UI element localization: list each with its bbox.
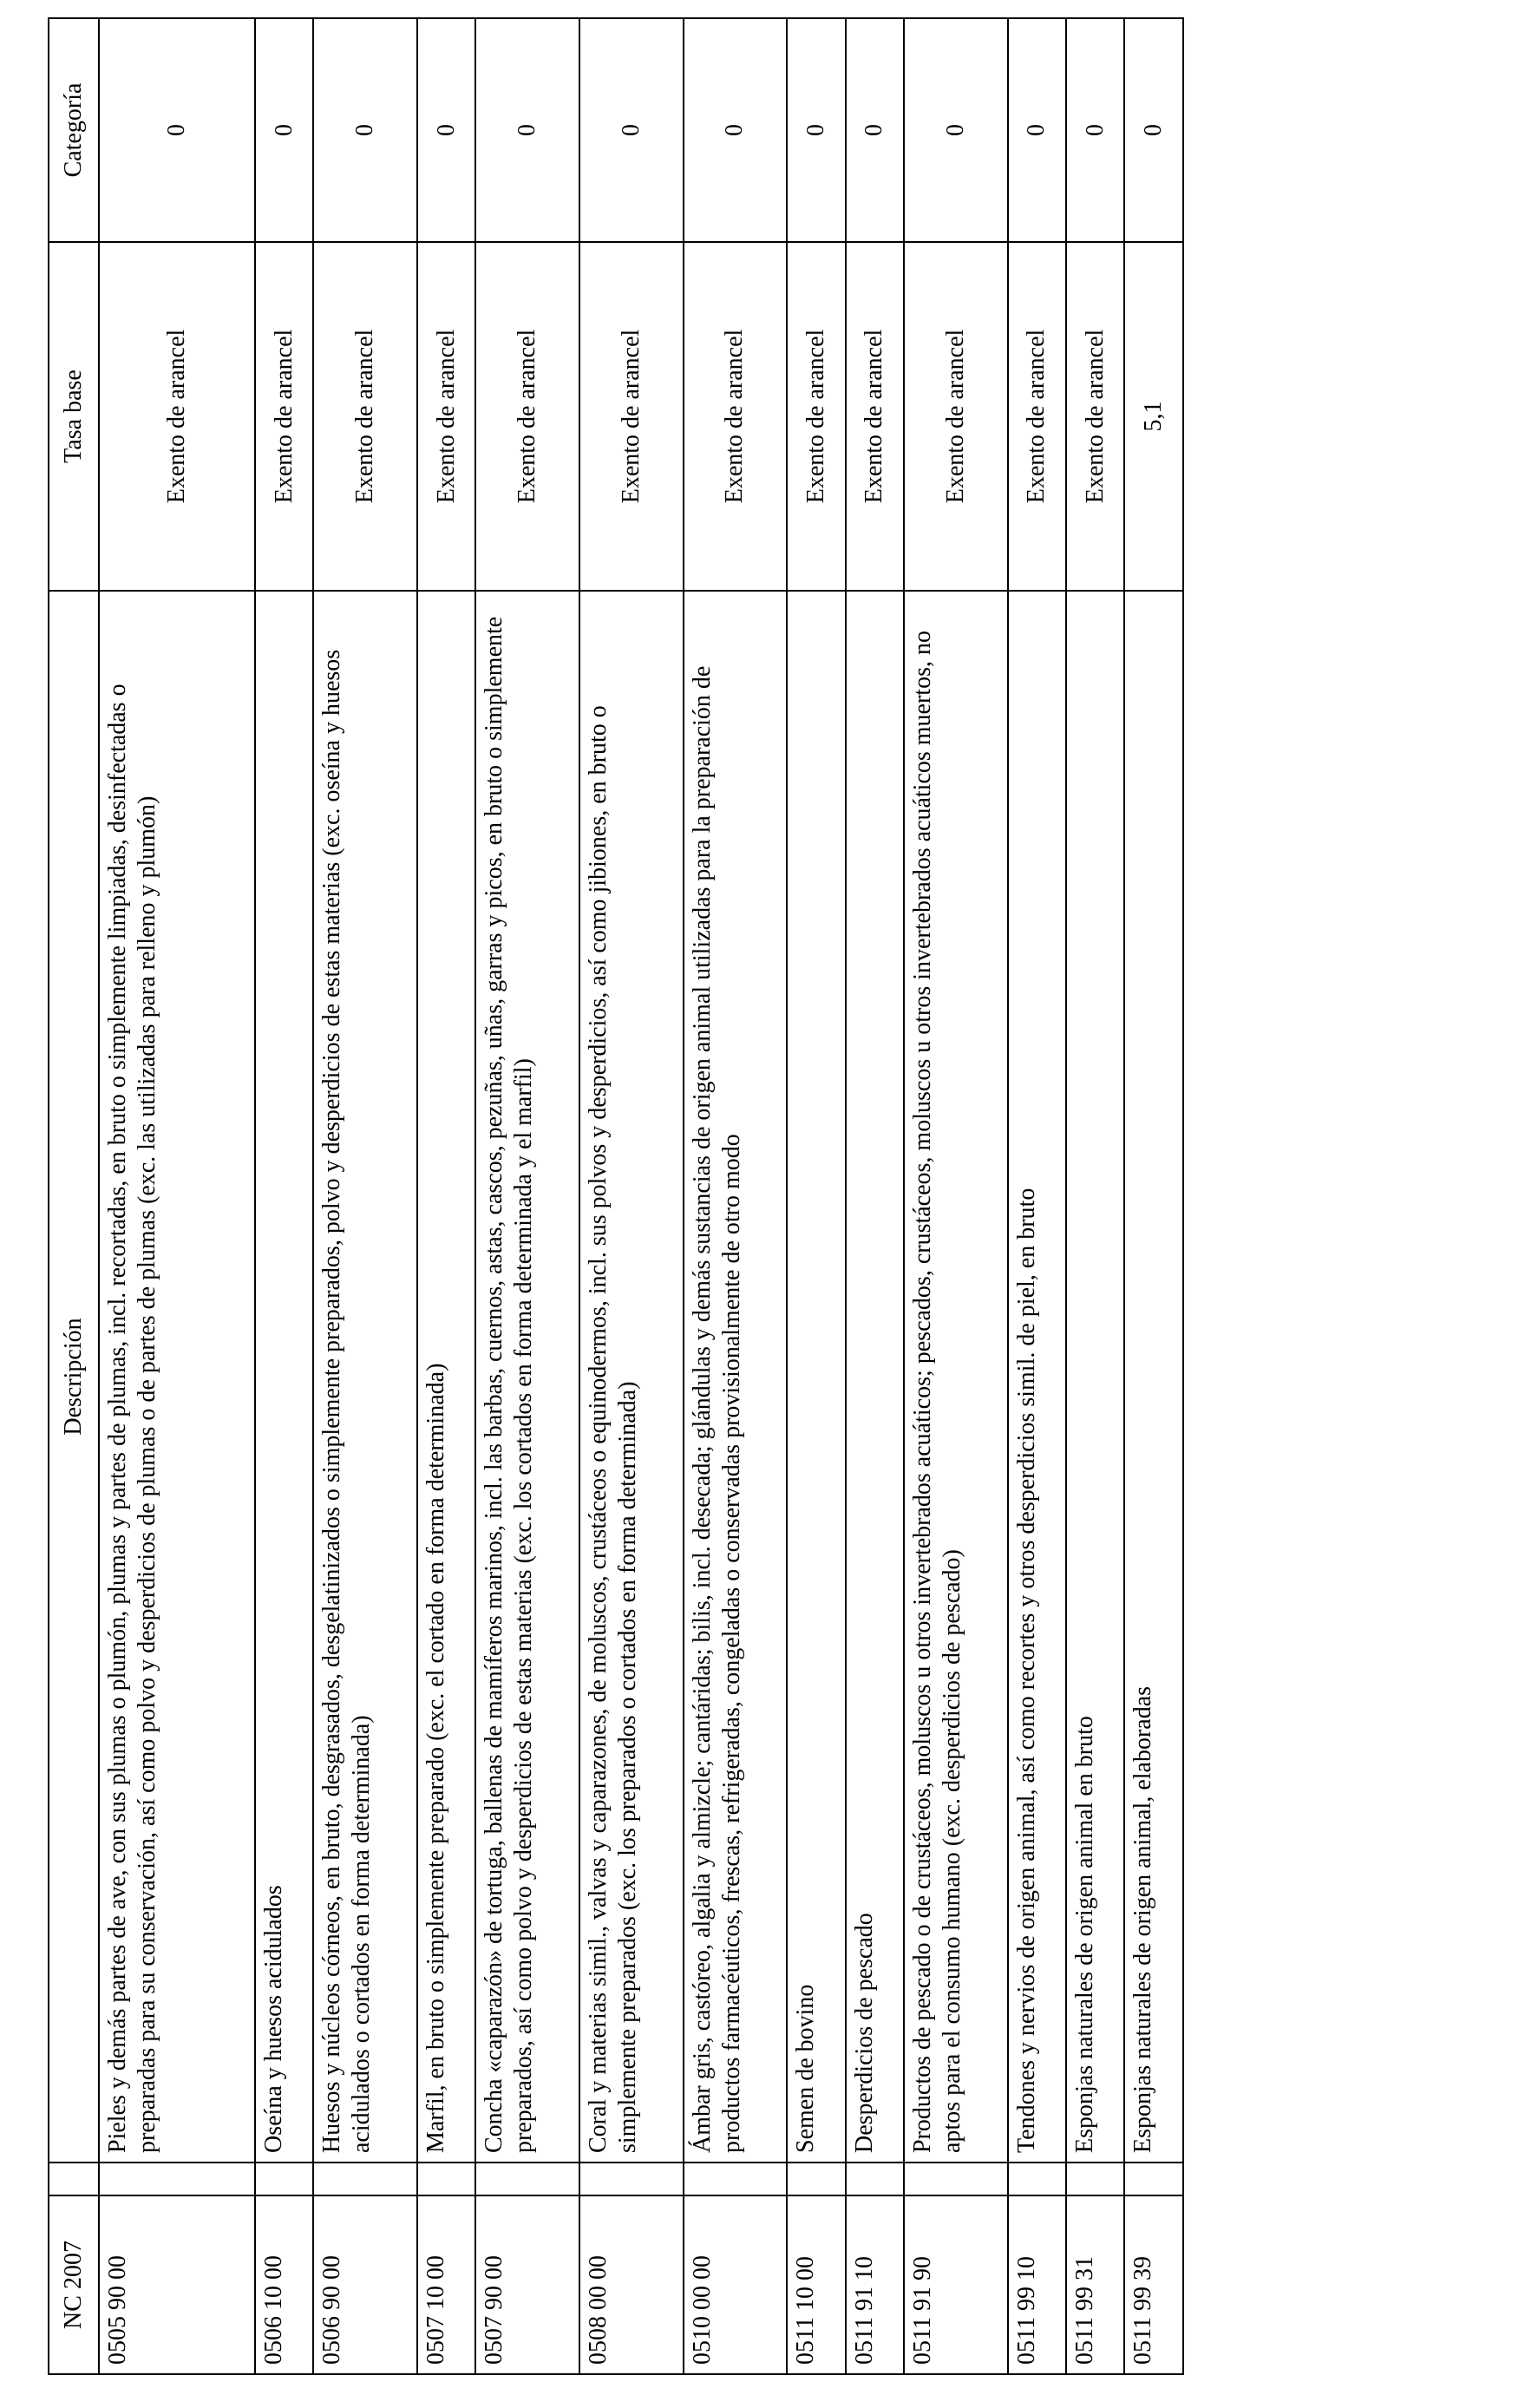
header-nc-2007: NC 2007 (49, 2195, 99, 2374)
cell-description: Semen de bovino (787, 591, 845, 2163)
table-row (99, 18, 255, 2374)
cell-code: 0508 00 00 (579, 2195, 684, 2374)
cell-blank (1008, 2163, 1066, 2195)
cell-blank (579, 2163, 684, 2195)
cell-code: 0506 90 00 (313, 2195, 417, 2374)
cell-description: Marfil, en bruto o simplemente preparado (exc. el cortado en forma determinada) (417, 591, 475, 2163)
cell-code: 0511 99 39 (1124, 2195, 1183, 2374)
header-category: Categoría (49, 18, 99, 242)
table-row (313, 18, 417, 2374)
cell-base-rate: Exento de arancel (255, 242, 313, 591)
cell-blank (846, 2163, 904, 2195)
table-row (579, 18, 684, 2374)
cell-code: 0505 90 00 (99, 2195, 255, 2374)
cell-description: Esponjas naturales de origen animal, elaboradas (1124, 591, 1183, 2163)
cell-description: Oseína y huesos acidulados (255, 591, 313, 2163)
cell-base-rate: Exento de arancel (579, 242, 684, 591)
cell-category: 0 (475, 18, 579, 242)
cell-category: 0 (787, 18, 845, 242)
tariff-table (48, 17, 1184, 2375)
cell-description: Concha «caparazón» de tortuga, ballenas de mamíferos marinos, incl. las barbas, cuernos, astas, cascos, pezuñas, uñas, garras y picos, en bruto o simplemente preparados, así como polvo y desperdicios de estas materias (exc. los cortados en forma determinada y el marfil) (475, 591, 579, 2163)
cell-category: 0 (846, 18, 904, 242)
cell-category: 0 (1008, 18, 1066, 242)
cell-blank (1066, 2163, 1124, 2195)
cell-category: 0 (313, 18, 417, 242)
cell-blank (99, 2163, 255, 2195)
cell-code: 0507 10 00 (417, 2195, 475, 2374)
cell-category: 0 (904, 18, 1008, 242)
cell-code: 0511 10 00 (787, 2195, 845, 2374)
table-header-row (49, 18, 99, 2374)
cell-category: 0 (684, 18, 788, 242)
cell-category: 0 (255, 18, 313, 242)
cell-blank (417, 2163, 475, 2195)
cell-description: Esponjas naturales de origen animal en bruto (1066, 591, 1124, 2163)
table-row (684, 18, 788, 2374)
cell-code: 0511 99 31 (1066, 2195, 1124, 2374)
cell-base-rate: Exento de arancel (99, 242, 255, 591)
cell-base-rate: Exento de arancel (684, 242, 788, 591)
cell-code: 0510 00 00 (684, 2195, 788, 2374)
table-row (1066, 18, 1124, 2374)
cell-code: 0506 10 00 (255, 2195, 313, 2374)
cell-base-rate: Exento de arancel (846, 242, 904, 591)
cell-base-rate: Exento de arancel (904, 242, 1008, 591)
cell-code: 0511 91 10 (846, 2195, 904, 2374)
table-row (787, 18, 845, 2374)
header-description: Descripción (49, 591, 99, 2163)
cell-description: Tendones y nervios de origen animal, así como recortes y otros desperdicios simil. de piel, en bruto (1008, 591, 1066, 2163)
cell-category: 0 (579, 18, 684, 242)
cell-base-rate: Exento de arancel (475, 242, 579, 591)
cell-blank (313, 2163, 417, 2195)
table-row (255, 18, 313, 2374)
cell-category: 0 (99, 18, 255, 242)
cell-blank (684, 2163, 788, 2195)
cell-base-rate: Exento de arancel (1008, 242, 1066, 591)
cell-base-rate: Exento de arancel (1066, 242, 1124, 591)
cell-description: Huesos y núcleos córneos, en bruto, desgrasados, desgelatinizados o simplemente preparados, polvo y desperdicios de estas materias (exc. oseína y huesos acidulados o cortados en forma determinada) (313, 591, 417, 2163)
cell-category: 0 (1066, 18, 1124, 242)
cell-blank (904, 2163, 1008, 2195)
table-row (417, 18, 475, 2374)
cell-description: Productos de pescado o de crustáceos, moluscos u otros invertebrados acuáticos; pescados, crustáceos, moluscos u otros invertebrados acuáticos muertos, no aptos para el consumo humano (exc. desperdicios de pescado) (904, 591, 1008, 2163)
table-row (846, 18, 904, 2374)
header-base-rate: Tasa base (49, 242, 99, 591)
header-blank (49, 2163, 99, 2195)
table-row (904, 18, 1008, 2374)
cell-code: 0511 99 10 (1008, 2195, 1066, 2374)
cell-category: 0 (1124, 18, 1183, 242)
cell-base-rate: Exento de arancel (313, 242, 417, 591)
cell-description: Desperdicios de pescado (846, 591, 904, 2163)
cell-blank (475, 2163, 579, 2195)
rotated-page-content (48, 19, 1184, 2375)
cell-blank (1124, 2163, 1183, 2195)
cell-blank (255, 2163, 313, 2195)
table-row (1008, 18, 1066, 2374)
table-row (475, 18, 579, 2374)
cell-base-rate: Exento de arancel (417, 242, 475, 591)
cell-base-rate: 5,1 (1124, 242, 1183, 591)
cell-description: Ámbar gris, castóreo, algalia y almizcle; cantáridas; bilis, incl. desecada; glándulas y demás sustancias de origen animal utilizadas para la preparación de productos farmacéuticos, frescas, refrigeradas, congeladas o conservadas provisionalmente de otro modo (684, 591, 788, 2163)
cell-base-rate: Exento de arancel (787, 242, 845, 591)
cell-code: 0511 91 90 (904, 2195, 1008, 2374)
table-row (1124, 18, 1183, 2374)
cell-description: Coral y materias simil., valvas y caparazones, de moluscos, crustáceos o equinodermos, incl. sus polvos y desperdicios, así como jibiones, en bruto o simplemente preparados (exc. los preparados o cortados en forma determinada) (579, 591, 684, 2163)
cell-code: 0507 90 00 (475, 2195, 579, 2374)
cell-blank (787, 2163, 845, 2195)
cell-description: Pieles y demás partes de ave, con sus plumas o plumón, plumas y partes de plumas, incl. recortadas, en bruto o simplemente limpiadas, desinfectadas o preparadas para su conservación, así como polvo y desperdicios de plumas o de partes de plumas (exc. las utilizadas para relleno y plumón) (99, 591, 255, 2163)
cell-category: 0 (417, 18, 475, 242)
